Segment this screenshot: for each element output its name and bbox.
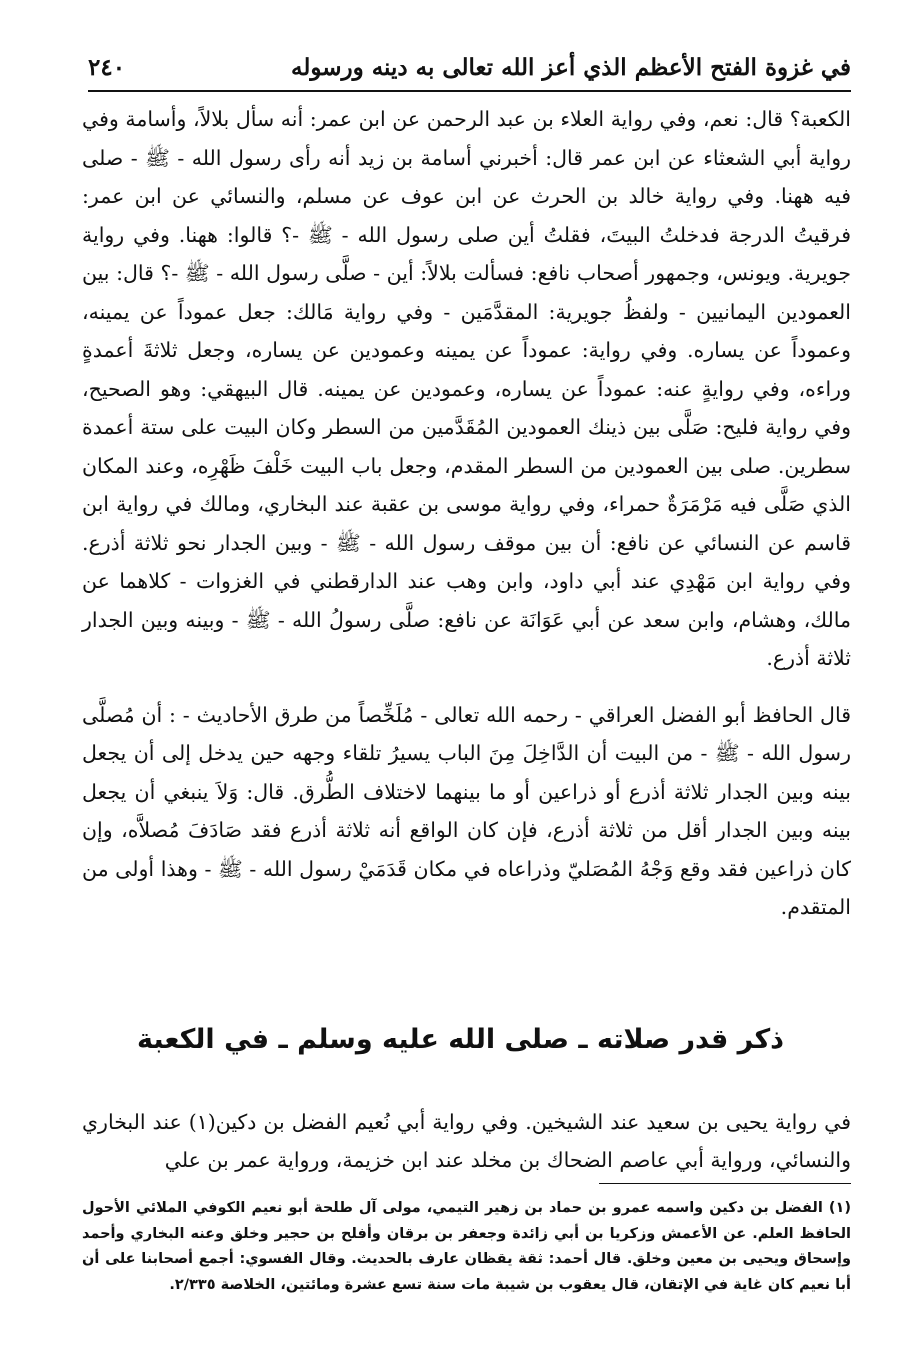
main-text (82, 100, 851, 927)
header-rule (88, 90, 851, 92)
paragraph: الكعبة؟ قال: نعم، وفي رواية العلاء بن عبد الرحمن عن ابن عمر: أنه سأل بلالاً، وأسامة وفي رواية أبي الشعثاء عن ابن عمر قال: أخبرني أسامة بن زيد أنه رأى رسول الله - ﷺ - صلى فيه ههنا. وفي رواية خالد بن الحرث عن ابن عوف عن مسلم، والنسائي عن ابن عمر: فرقيتُ الدرجة فدخلتُ البيتَ، فقلتُ أين صلى رسول الله - ﷺ -؟ قالوا: ههنا. وفي رواية جويرية. ويونس، وجمهور أصحاب نافع: فسألت بلالاً: أين - صلَّى رسول الله - ﷺ -؟ قال: بين العمودين اليمانيين - ولفظُ جويرية: المقدَّمَين - وفي رواية مَالك: جعل عموداً عن يمينه، وعموداً عن يساره. وفي رواية: عموداً عن يمينه وعمودين عن يساره، وجعل ثلاثةَ أعمدةٍ وراءه، وفي روايةٍ عنه: عموداً عن يساره، وعمودين عن يمينه. قال البيهقي: وهو الصحيح، وفي رواية فليح: صَلَّى بين ذينك العمودين المُقَدَّمين من السطر وكان البيت على ستة أعمدة سطرين. صلى بين العمودين من السطر المقدم، وجعل باب البيت خَلْفَ ظَهْرِه، وعند المكان الذي صَلَّى فيه مَرْمَرَةٌ حمراء، وفي رواية موسى بن عقبة عند البخاري، ومالك في رواية ابن قاسم عن النسائي عن نافع: أن بين موقف رسول الله - ﷺ - وبين الجدار نحو ثلاثة أذرع. وفي رواية ابن مَهْدِي عند أبي داود، وابن وهب عند الدارقطني في الغزوات - كلاهما عن مالك، وهشام، وابن سعد عن أبي عَوَانَة عن نافع: صلَّى رسولُ الله - ﷺ - وبينه وبين الجدار ثلاثة أذرع. (82, 107, 851, 670)
footnote: (١) الفضل بن دكين واسمه عمرو بن حماد بن زهير التيمي، مولى آل طلحة أبو نعيم الكوفي الملائي الأحول الحافظ العلم. عن الأعمش وزكريا بن أبي زائدة وجعفر بن برقان وأفلح بن حجير وخلق وعنه البخاري وأحمد وإسحاق ويحيى بن معين وخلق. قال أحمد: ثقة يقظان عارف بالحديث. وقال الفسوي: أجمع أصحابنا على أن أبا نعيم كان غاية في الإتقان، قال يعقوب بن شيبة مات سنة تسع عشرة ومائتين، الخلاصة ٢/٣٣٥. (82, 1200, 851, 1293)
header-title: في غزوة الفتح الأعظم الذي أعز الله تعالى به دينه ورسوله (291, 54, 851, 81)
section-heading: ذكر قدر صلاته ـ صلى الله عليه وسلم ـ في الكعبة (136, 1024, 785, 1055)
paragraph: في رواية يحيى بن سعيد عند الشيخين. وفي رواية أبي نُعيم الفضل بن دكين(١) عند البخاري والنسائي، ورواية أبي عاصم الضحاك بن مخلد عند ابن خزيمة، ورواية عمر بن علي (82, 1109, 851, 1172)
running-header (88, 48, 851, 92)
page-number: ٢٤٠ (88, 54, 126, 81)
paragraph: قال الحافظ أبو الفضل العراقي - رحمه الله تعالى - مُلَخِّصاً من طرق الأحاديث - : أن مُصلَّى رسول الله - ﷺ - من البيت أن الدَّاخِلَ مِنَ الباب يسيرُ تلقاء وجهه حين يدخل إلى أن يجعل بينه وبين الجدار ثلاثة أذرع أو ذراعين أو ما بينهما لاختلاف الطُّرق. قال: وَلاَ ينبغي أن يجعل بينه وبين الجدار أقل من ثلاثة أذرع، فإن كان الواقع أنه ثلاثة أذرع فقد صَادَفَ مُصلاَّه، وإن كان ذراعين فقد وقع وَجْهُ المُصَليّ وذراعاه في مكان قَدَمَيْ رسول الله - ﷺ - وهذا أولى من المتقدم. (82, 702, 851, 919)
footnote-rule (599, 1183, 851, 1184)
